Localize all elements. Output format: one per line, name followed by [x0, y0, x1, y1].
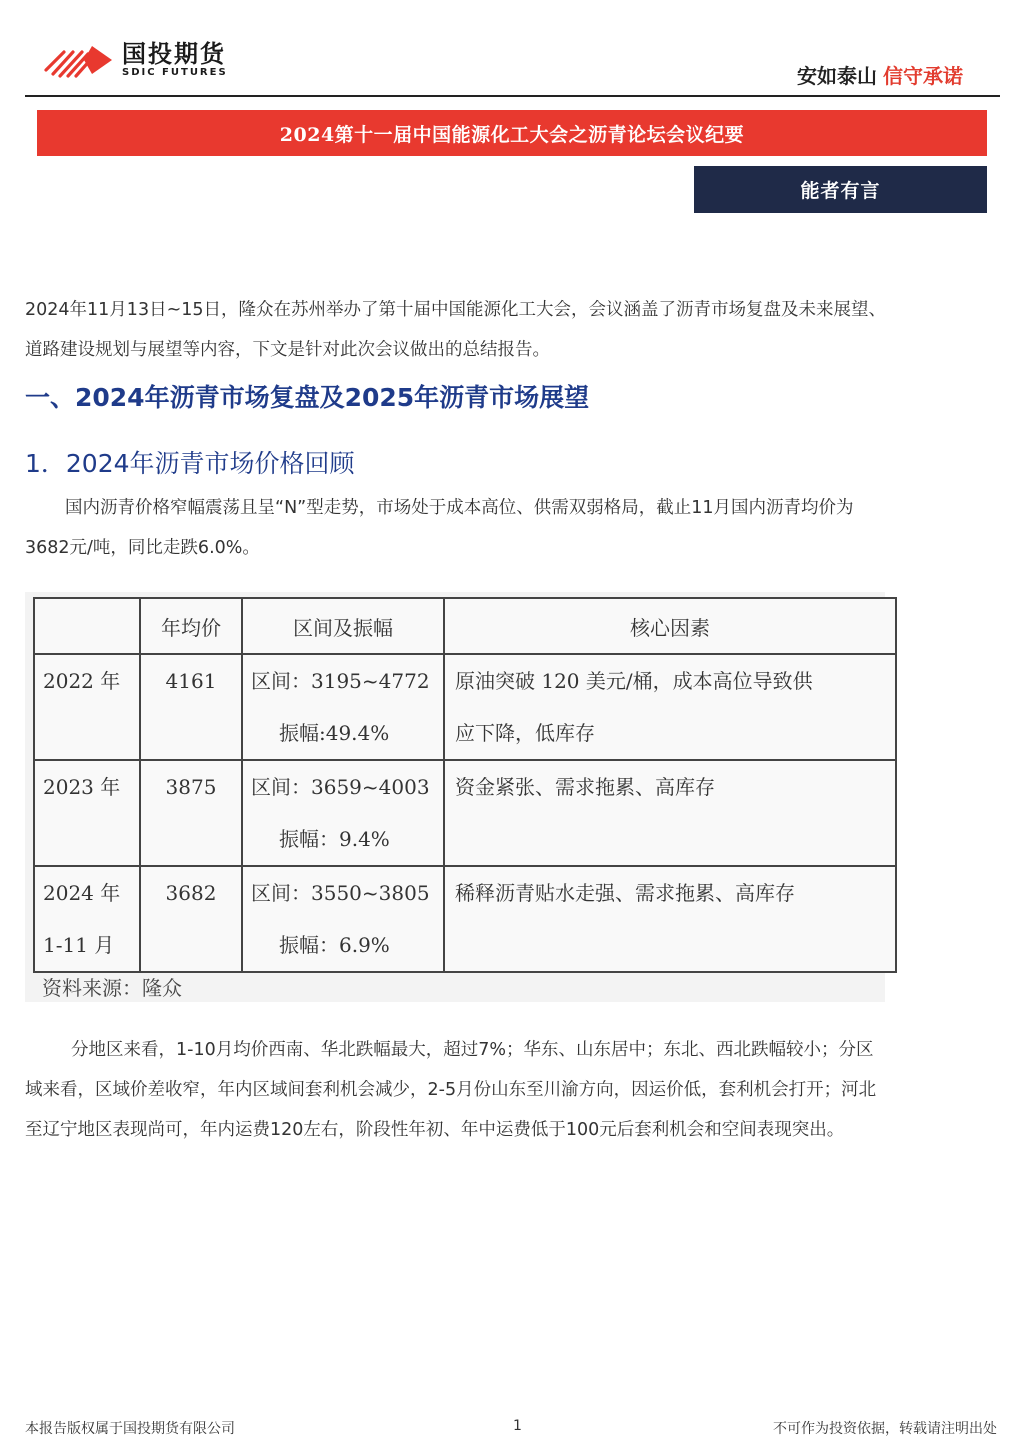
- header-avg-price: 年均价: [140, 598, 242, 654]
- section-1-heading: 一、2024年沥青市场复盘及2025年沥青市场展望: [25, 383, 590, 412]
- cell-factors: 原油突破 120 美元/桶，成本高位导致供 应下降，低库存: [444, 654, 896, 760]
- cell-avg-price: 3875: [140, 760, 242, 866]
- regional-paragraph: [25, 1030, 1000, 1150]
- price-review-line-1: 国内沥青价格窄幅震荡且呈“N”型走势，市场处于成本高位、供需双弱格局，截止11月国内沥青均价为: [65, 498, 854, 518]
- cell-factors: 稀释沥青贴水走强、需求拖累、高库存: [444, 866, 896, 972]
- column-tag-label: 能者有言: [800, 180, 881, 202]
- company-logo: [42, 38, 228, 82]
- cell-avg-price: 3682: [140, 866, 242, 972]
- intro-line-1: 2024年11月13日~15日，隆众在苏州举办了第十届中国能源化工大会，会议涵盖了沥青市场复盘及未来展望、: [25, 300, 887, 320]
- cell-year: 2024 年 1-11 月: [34, 866, 140, 972]
- regional-line-1: 分地区来看，1-10月均价西南、华北跌幅最大，超过7%；华东、山东居中；东北、西北跌幅较小；分区: [71, 1040, 874, 1060]
- header-core-factors: 核心因素: [444, 598, 896, 654]
- header-range: 区间及振幅: [242, 598, 444, 654]
- column-tag: [694, 166, 987, 213]
- table-row: [34, 866, 896, 972]
- cell-avg-price: 4161: [140, 654, 242, 760]
- price-review-paragraph: [25, 488, 1000, 568]
- cell-factors: 资金紧张、需求拖累、高库存: [444, 760, 896, 866]
- logo-cn-text: 国投期货: [122, 40, 226, 68]
- slogan: [797, 60, 963, 89]
- cell-year: 2022 年: [34, 654, 140, 760]
- footer-copyright: 本报告版权属于国投期货有限公司: [25, 1421, 235, 1437]
- table-source: 资料来源：隆众: [42, 976, 182, 1000]
- cell-range: 区间：3550~3805 振幅：6.9%: [242, 866, 444, 972]
- report-title-bar: [37, 110, 987, 156]
- header-divider: [25, 95, 1000, 97]
- footer-disclaimer: 不可作为投资依据，转载请注明出处: [773, 1421, 997, 1437]
- report-title: 2024第十一届中国能源化工大会之沥青论坛会议纪要: [279, 123, 745, 146]
- cell-range: 区间：3195~4772 振幅:49.4%: [242, 654, 444, 760]
- slogan-part2: 信守承诺: [883, 64, 963, 88]
- regional-line-3: 至辽宁地区表现尚可，年内运费120左右，阶段性年初、年中运费低于100元后套利机会和空间表现突出。: [25, 1120, 845, 1140]
- table-header-row: [34, 598, 896, 654]
- intro-paragraph: [25, 290, 1000, 370]
- logo-mark-icon: [42, 40, 114, 80]
- price-review-line-2: 3682元/吨，同比走跌6.0%。: [25, 538, 260, 558]
- page-number: 1: [513, 1418, 522, 1434]
- logo-en-text: SDIC FUTURES: [122, 67, 228, 78]
- cell-year: 2023 年: [34, 760, 140, 866]
- price-table: [33, 597, 897, 973]
- subsection-1-heading: 1．2024年沥青市场价格回顾: [25, 449, 355, 478]
- intro-line-2: 道路建设规划与展望等内容，下文是针对此次会议做出的总结报告。: [25, 340, 550, 360]
- header-year: [34, 598, 140, 654]
- cell-range: 区间：3659~4003 振幅：9.4%: [242, 760, 444, 866]
- slogan-part1: 安如泰山: [797, 64, 877, 88]
- table-row: [34, 760, 896, 866]
- table-row: [34, 654, 896, 760]
- regional-line-2: 域来看，区域价差收窄，年内区域间套利机会减少，2-5月份山东至川渝方向，因运价低，套利机会打开；河北: [25, 1080, 877, 1100]
